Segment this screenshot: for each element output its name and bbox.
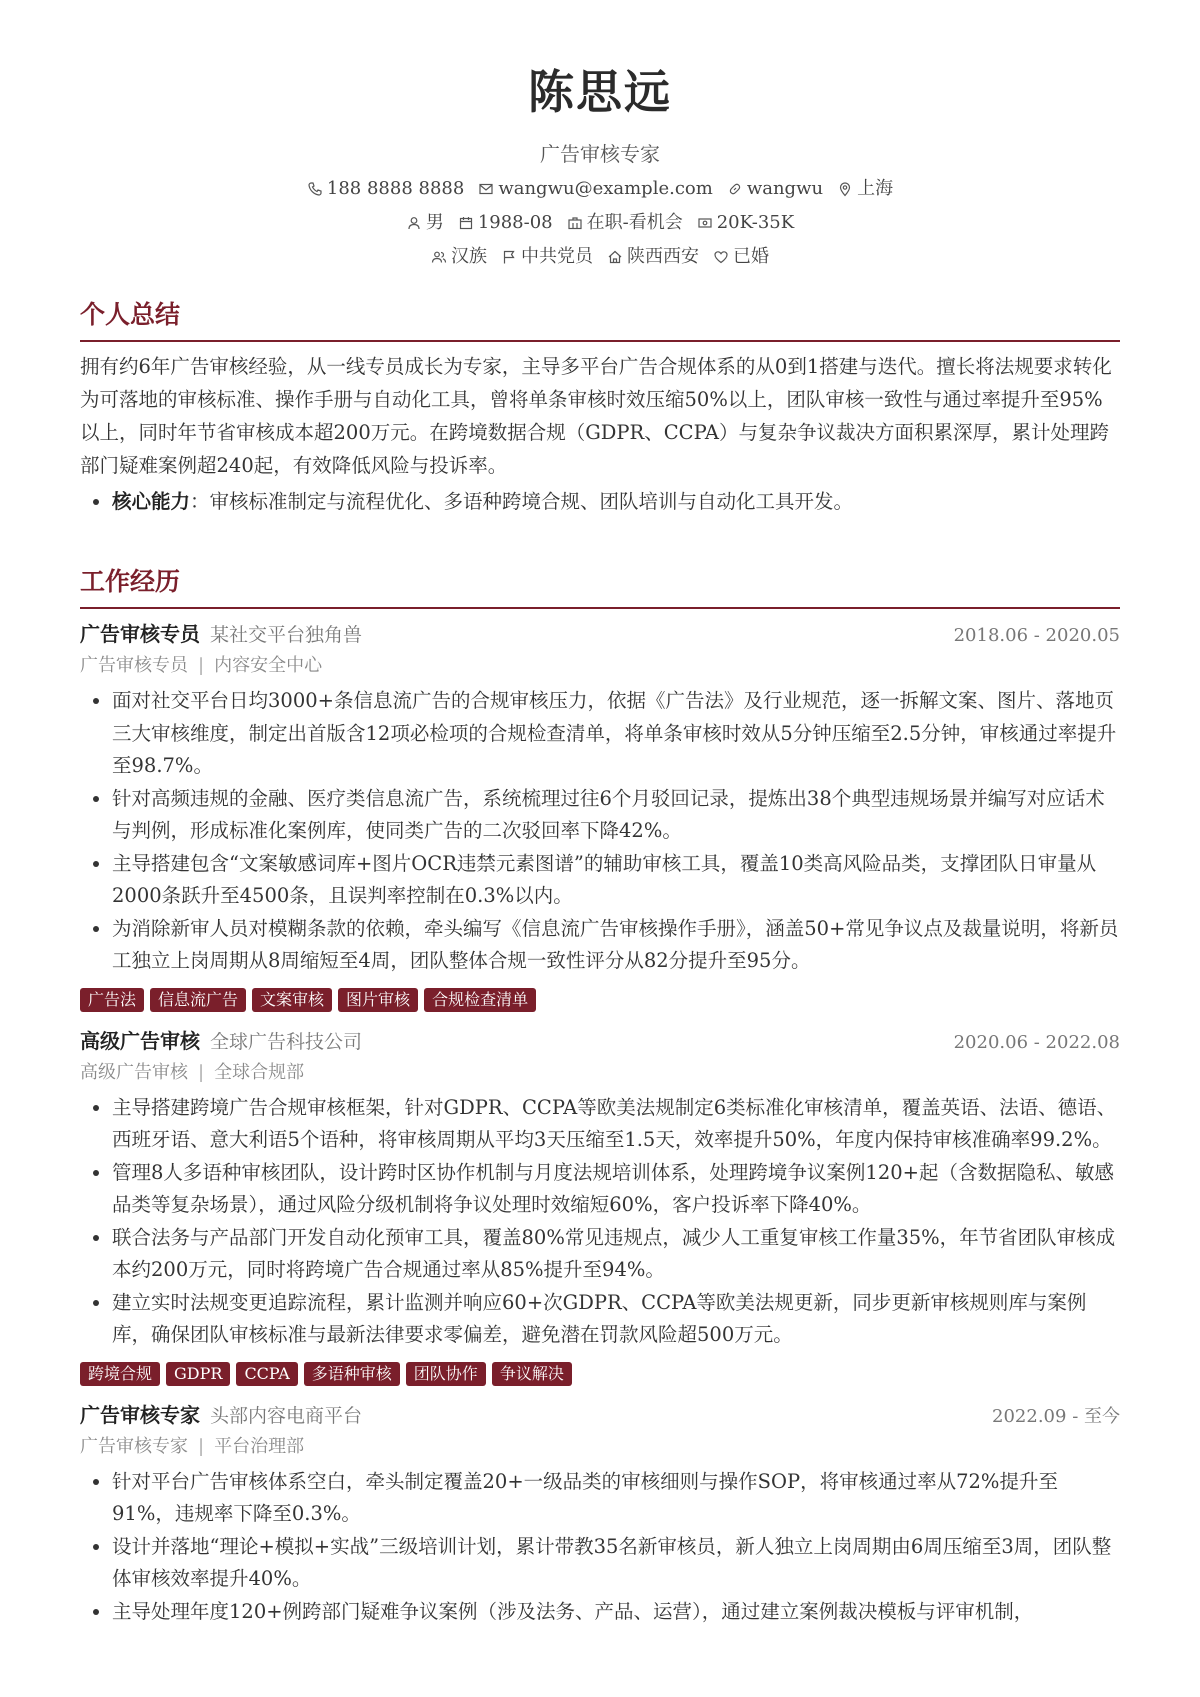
skill-tag: 合规检查清单: [424, 988, 536, 1012]
gender-text: 男: [425, 212, 444, 233]
job-entry: [80, 1026, 1120, 1386]
phone-icon: [307, 181, 323, 197]
job-company: 头部内容电商平台: [210, 1404, 363, 1427]
experience-title: 工作经历: [80, 565, 1120, 609]
party-text: 中共党员: [521, 246, 593, 267]
job-entry: [80, 619, 1120, 1012]
summary-text: 拥有约6年广告审核经验，从一线专员成长为专家，主导多平台广告合规体系的从0到1搭建与迭代。擅长将法规要求转化为可落地的审核标准、操作手册与自动化工具，曾将单条审核时效压缩50%以上，团队审核一致性与通过率提升至95%以上，同时年节省审核成本超200万元。在跨境数据合规（GDPR、CCPA）与复杂争议裁决方面积累深厚，累计处理跨部门疑难案例超240起，有效降低风险与投诉率。: [80, 355, 1112, 477]
status-text: 在职-看机会: [586, 212, 683, 233]
separator: |: [198, 1061, 205, 1083]
skill-tag: 跨境合规: [80, 1362, 160, 1386]
job-date: 2018.06 - 2020.05: [953, 625, 1120, 646]
money-icon: [697, 215, 713, 231]
ethnicity-info: [431, 244, 487, 270]
job-company: 某社交平台独角兽: [210, 624, 363, 646]
job-title: 高级广告审核: [80, 1028, 200, 1053]
experience-section: [80, 565, 1120, 1628]
summary-title: 个人总结: [80, 298, 1120, 342]
location-info: [837, 176, 893, 202]
job-bullet: • 设计并落地“理论+模拟+实战”三级培训计划，累计带教35名新审核员，新人独立上岗周期由6周压缩至3周，团队整体审核效率提升40%。: [112, 1531, 1120, 1596]
core-label: 核心能力: [112, 490, 191, 513]
skill-tag: GDPR: [166, 1362, 230, 1386]
job-title: 广告审核专员: [80, 622, 200, 646]
briefcase-icon: [567, 215, 583, 231]
separator: |: [198, 1435, 205, 1457]
calendar-icon: [458, 215, 474, 231]
job-bullet: • 针对平台广告审核体系空白，牵头制定覆盖20+一级品类的审核细则与操作SOP，将审核通过率从72%提升至91%，违规率下降至0.3%。: [112, 1466, 1120, 1531]
contact-row: [0, 176, 1200, 202]
resume-header: [0, 0, 1200, 270]
skill-tag: 争议解决: [492, 1362, 572, 1386]
job-bullet: • 管理8人多语种审核团队，设计跨时区协作机制与月度法规培训体系，处理跨境争议案例120+起（含数据隐私、敏感品类等复杂场景），通过风险分级机制将争议处理时效缩短60%，客户投诉率下降40%。: [112, 1157, 1120, 1222]
skill-tag: 图片审核: [338, 988, 418, 1012]
status-info: [567, 210, 683, 236]
email-info: [478, 176, 713, 202]
job-position: 广告审核专员: [80, 655, 188, 676]
job-bullets: [80, 1466, 1120, 1629]
job-bullet: • 面对社交平台日均3000+条信息流广告的合规审核压力，依据《广告法》及行业规范，逐一拆解文案、图片、落地页三大审核维度，制定出首版含12项必检项的合规检查清单，将单条审核时效从5分钟压缩至2.5分钟，审核通过率提升至98.7%。: [112, 685, 1120, 783]
link-info: [727, 176, 823, 202]
heart-icon: [713, 249, 729, 265]
email-text: wangwu@example.com: [498, 178, 713, 199]
skill-tag: 信息流广告: [150, 988, 246, 1012]
personal-row: [0, 244, 1200, 270]
home-icon: [607, 249, 623, 265]
job-entry: [80, 1400, 1120, 1629]
separator: |: [198, 655, 205, 676]
job-bullet: • 主导处理年度120+例跨部门疑难争议案例（涉及法务、产品、运营），通过建立案例裁决模板与评审机制，: [112, 1596, 1120, 1629]
skill-tag: CCPA: [236, 1362, 297, 1386]
job-bullets: [80, 1092, 1120, 1352]
profile-row: [0, 210, 1200, 236]
phone-text: 188 8888 8888: [326, 178, 465, 199]
job-subline: [80, 1058, 1120, 1088]
job-date: 2020.06 - 2022.08: [953, 1031, 1120, 1053]
link-text: wangwu: [746, 178, 824, 199]
skill-tag: 文案审核: [252, 988, 332, 1012]
job-subline: [80, 1432, 1120, 1462]
job-bullet: • 主导搭建跨境广告合规审核框架，针对GDPR、CCPA等欧美法规制定6类标准化审核清单，覆盖英语、法语、德语、西班牙语、意大利语5个语种，将审核周期从平均3天压缩至1.5天，效率提升50%，年度内保持审核准确率99.2%。: [112, 1092, 1120, 1157]
skill-tags: [80, 1362, 1120, 1386]
candidate-role: 广告审核专家: [540, 142, 660, 166]
job-bullet: • 联合法务与产品部门开发自动化预审工具，覆盖80%常见违规点，减少人工重复审核工作量35%，年节省团队审核成本约200万元，同时将跨境广告合规通过率从85%提升至94%。: [112, 1222, 1120, 1287]
skill-tag: 团队协作: [406, 1362, 486, 1386]
summary-section: [80, 298, 1120, 519]
job-bullet: • 建立实时法规变更追踪流程，累计监测并响应60+次GDPR、CCPA等欧美法规更新，同步更新审核规则库与案例库，确保团队审核标准与最新法律要求零偏差，避免潜在罚款风险超500万元。: [112, 1287, 1120, 1352]
job-header: [80, 1400, 1120, 1432]
core-text: ：审核标准制定与流程优化、多语种跨境合规、团队培训与自动化工具开发。: [190, 490, 854, 513]
marital-info: [713, 244, 769, 270]
job-bullets: [80, 685, 1120, 978]
birth-info: [458, 210, 553, 236]
salary-text: 20K-35K: [716, 212, 795, 233]
job-header: [80, 1026, 1120, 1058]
job-dept: 全球合规部: [214, 1061, 305, 1083]
phone-info: [307, 176, 464, 202]
job-bullet: • 为消除新审人员对模糊条款的依赖，牵头编写《信息流广告审核操作手册》，涵盖50+常见争议点及裁量说明，将新员工独立上岗周期从8周缩短至4周，团队整体合规一致性评分从82分提升至95分。: [112, 913, 1120, 978]
job-title: 广告审核专家: [80, 1402, 200, 1427]
gender-info: [406, 210, 444, 236]
job-position: 广告审核专家: [80, 1435, 188, 1457]
user-icon: [406, 215, 422, 231]
link-icon: [727, 181, 743, 197]
skill-tags: [80, 988, 1120, 1012]
birth-text: 1988-08: [477, 212, 553, 233]
job-dept: 平台治理部: [214, 1435, 305, 1457]
job-subline: [80, 651, 1120, 681]
skill-tag: 广告法: [80, 988, 144, 1012]
job-position: 高级广告审核: [80, 1061, 188, 1083]
flag-icon: [501, 249, 517, 265]
job-bullet: • 主导搭建包含“文案敏感词库+图片OCR违禁元素图谱”的辅助审核工具，覆盖10类高风险品类，支撑团队日审量从2000条跃升至4500条，且误判率控制在0.3%以内。: [112, 848, 1120, 913]
hometown-text: 陕西西安: [627, 246, 699, 267]
job-bullet: • 针对高频违规的金融、医疗类信息流广告，系统梳理过往6个月驳回记录，提炼出38个典型违规场景并编写对应话术与判例，形成标准化案例库，使同类广告的二次驳回率下降42%。: [112, 783, 1120, 848]
ethnicity-text: 汉族: [451, 246, 487, 267]
skill-tag: 多语种审核: [304, 1362, 400, 1386]
location-text: 上海: [857, 178, 894, 199]
mail-icon: [478, 181, 494, 197]
salary-info: [697, 210, 794, 236]
party-info: [501, 244, 593, 270]
core-ability-item: [112, 486, 1120, 519]
hometown-info: [607, 244, 699, 270]
location-icon: [837, 181, 853, 197]
job-company: 全球广告科技公司: [210, 1030, 363, 1053]
people-icon: [431, 249, 447, 265]
job-date: 2022.09 - 至今: [992, 1405, 1120, 1427]
job-header: [80, 619, 1120, 651]
core-list: [80, 486, 1120, 519]
candidate-name: 陈思远: [528, 65, 672, 119]
job-dept: 内容安全中心: [214, 655, 323, 676]
marital-text: 已婚: [733, 246, 769, 267]
